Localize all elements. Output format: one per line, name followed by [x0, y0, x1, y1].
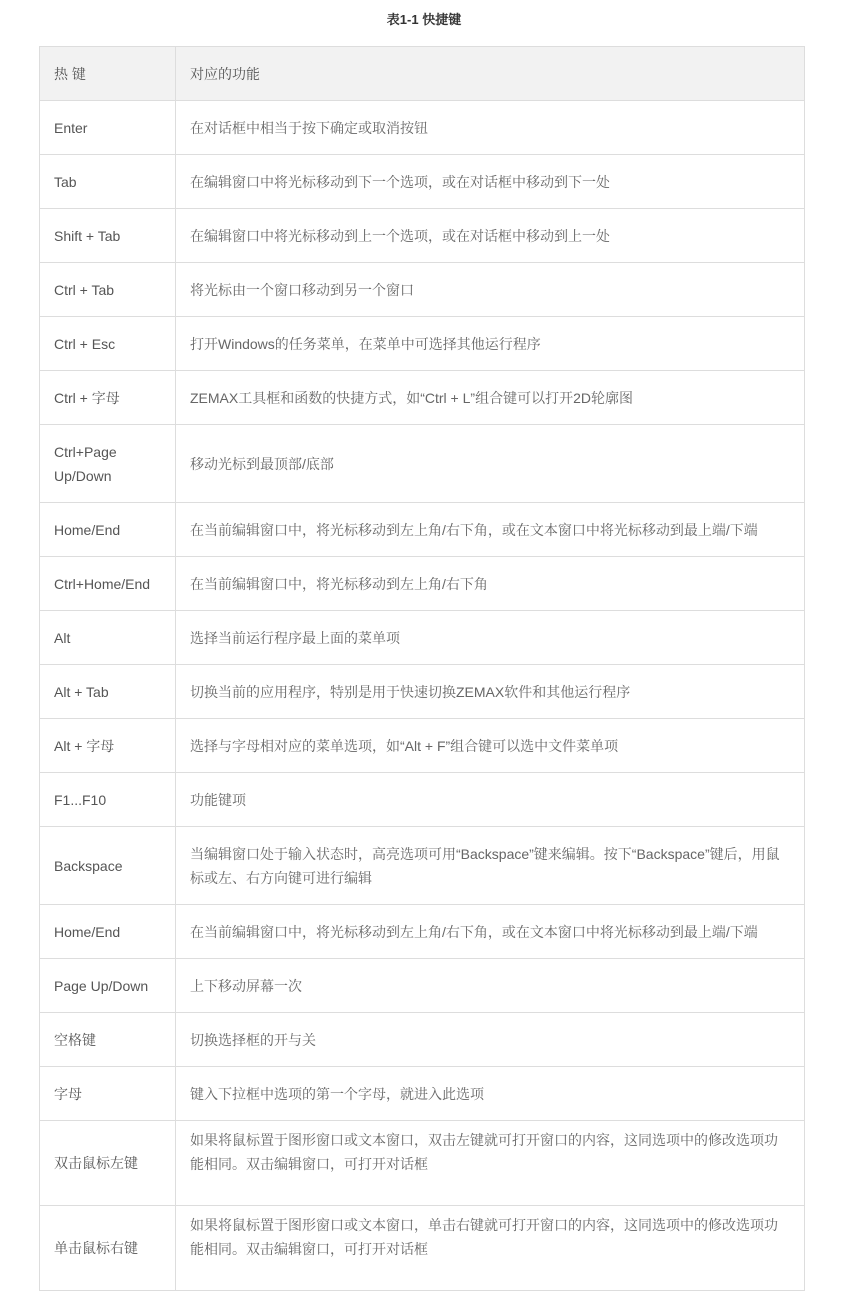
hotkey-cell: Page Up/Down [40, 959, 176, 1013]
table-row [40, 155, 805, 209]
function-cell: 在当前编辑窗口中，将光标移动到左上角/右下角，或在文本窗口中将光标移动到最上端/下端 [176, 503, 805, 557]
table-row [40, 719, 805, 773]
function-cell: 将光标由一个窗口移动到另一个窗口 [176, 263, 805, 317]
function-cell: 切换当前的应用程序，特别是用于快速切换ZEMAX软件和其他运行程序 [176, 665, 805, 719]
function-cell: 键入下拉框中选项的第一个字母，就进入此选项 [176, 1067, 805, 1121]
function-cell: 如果将鼠标置于图形窗口或文本窗口，双击左键就可打开窗口的内容，这同选项中的修改选项功能相同。双击编辑窗口，可打开对话框 [176, 1121, 805, 1206]
hotkey-cell: Ctrl+Page Up/Down [40, 425, 176, 503]
function-cell: 在当前编辑窗口中，将光标移动到左上角/右下角 [176, 557, 805, 611]
table-row [40, 425, 805, 503]
table-row [40, 371, 805, 425]
hotkey-cell: 字母 [40, 1067, 176, 1121]
hotkey-cell: 双击鼠标左键 [40, 1121, 176, 1206]
function-cell: 打开Windows的任务菜单，在菜单中可选择其他运行程序 [176, 317, 805, 371]
table-row [40, 665, 805, 719]
hotkey-cell: 空格键 [40, 1013, 176, 1067]
function-cell: 在当前编辑窗口中，将光标移动到左上角/右下角，或在文本窗口中将光标移动到最上端/下端 [176, 905, 805, 959]
shortcut-table [39, 46, 805, 1291]
function-cell: 当编辑窗口处于输入状态时，高亮选项可用“Backspace”键来编辑。按下“Backspace”键后，用鼠标或左、右方向键可进行编辑 [176, 827, 805, 905]
header-key: 热 键 [40, 47, 176, 101]
table-row [40, 827, 805, 905]
hotkey-cell: Ctrl+Home/End [40, 557, 176, 611]
hotkey-cell: Tab [40, 155, 176, 209]
function-cell: 功能键项 [176, 773, 805, 827]
function-cell: 在对话框中相当于按下确定或取消按钮 [176, 101, 805, 155]
hotkey-cell: 单击鼠标右键 [40, 1206, 176, 1291]
function-cell: 如果将鼠标置于图形窗口或文本窗口，单击右键就可打开窗口的内容，这同选项中的修改选项功能相同。双击编辑窗口，可打开对话框 [176, 1206, 805, 1291]
table-row [40, 209, 805, 263]
table-caption: 表1-1 快捷键 [386, 12, 462, 27]
hotkey-cell: Alt [40, 611, 176, 665]
hotkey-cell: Alt + 字母 [40, 719, 176, 773]
function-cell: 在编辑窗口中将光标移动到下一个选项，或在对话框中移动到下一处 [176, 155, 805, 209]
table-row [40, 263, 805, 317]
hotkey-cell: Ctrl + Tab [40, 263, 176, 317]
hotkey-cell: Shift + Tab [40, 209, 176, 263]
hotkey-cell: Enter [40, 101, 176, 155]
table-row [40, 1067, 805, 1121]
table-row [40, 317, 805, 371]
function-cell: 选择与字母相对应的菜单选项，如“Alt + F”组合键可以选中文件菜单项 [176, 719, 805, 773]
hotkey-cell: F1...F10 [40, 773, 176, 827]
table-row [40, 503, 805, 557]
table-row [40, 1121, 805, 1206]
hotkey-cell: Backspace [40, 827, 176, 905]
table-row [40, 101, 805, 155]
function-cell: ZEMAX工具框和函数的快捷方式，如“Ctrl + L”组合键可以打开2D轮廓图 [176, 371, 805, 425]
hotkey-cell: Home/End [40, 905, 176, 959]
table-row [40, 905, 805, 959]
table-row [40, 1013, 805, 1067]
function-cell: 在编辑窗口中将光标移动到上一个选项，或在对话框中移动到上一处 [176, 209, 805, 263]
function-cell: 移动光标到最顶部/底部 [176, 425, 805, 503]
table-row [40, 773, 805, 827]
table-body [40, 101, 805, 1291]
table-header-row [40, 47, 805, 101]
function-cell: 切换选择框的开与关 [176, 1013, 805, 1067]
header-function: 对应的功能 [176, 47, 805, 101]
table-row [40, 611, 805, 665]
hotkey-cell: Alt + Tab [40, 665, 176, 719]
hotkey-cell: Ctrl + 字母 [40, 371, 176, 425]
table-row [40, 557, 805, 611]
function-cell: 选择当前运行程序最上面的菜单项 [176, 611, 805, 665]
hotkey-cell: Home/End [40, 503, 176, 557]
table-row [40, 959, 805, 1013]
shortcut-table-container [39, 46, 804, 1291]
table-row [40, 1206, 805, 1291]
hotkey-cell: Ctrl + Esc [40, 317, 176, 371]
function-cell: 上下移动屏幕一次 [176, 959, 805, 1013]
